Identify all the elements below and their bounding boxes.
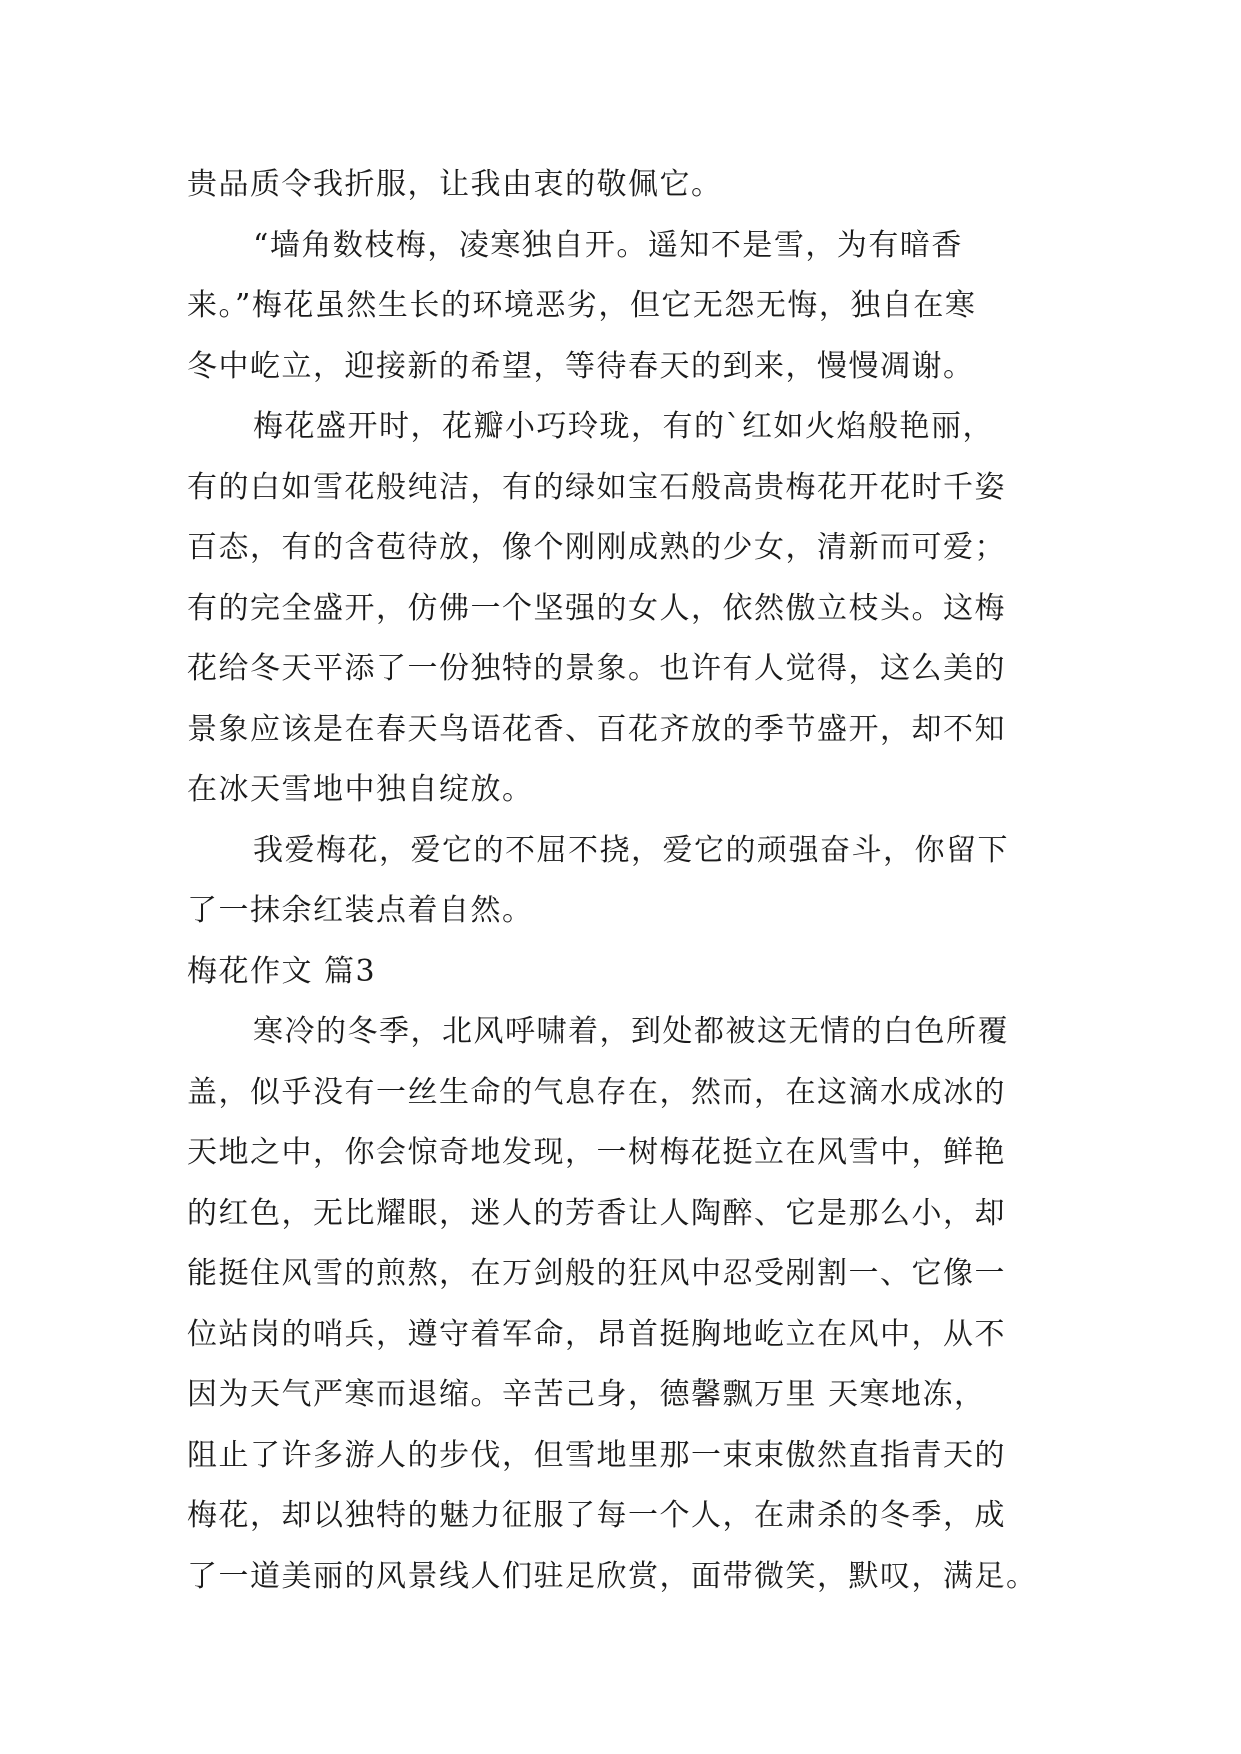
text-line: 盖，似乎没有一丝生命的气息存在，然而，在这滴水成冰的	[187, 1074, 1006, 1110]
text-line: 能挺住风雪的煎熬，在万剑般的狂风中忍受剐割一、它像一	[187, 1256, 1006, 1291]
text-line: “墙角数枝梅，凌寒独自开。遥知不是雪，为有暗香	[253, 227, 963, 263]
text-line: 的红色，无比耀眼，迷人的芳香让人陶醉、它是那么小，却	[187, 1195, 1006, 1231]
text-line: 因为天气严寒而退缩。辛苦己身，德馨飘万里 天寒地冻，	[187, 1377, 986, 1412]
text-line: 了一抹余红装点着自然。	[187, 893, 534, 928]
text-line: 花给冬天平添了一份独特的景象。也许有人觉得，这么美的	[187, 651, 1006, 686]
section-heading: 梅花作文 篇3	[187, 953, 377, 989]
text-line: 冬中屹立，迎接新的希望，等待春天的到来，慢慢凋谢。	[187, 348, 975, 384]
text-line: 来。”梅花虽然生长的环境恶劣，但它无怨无悔，独自在寒	[187, 288, 977, 323]
text-line: 位站岗的哨兵，遵守着军命，昂首挺胸地屹立在风中，从不	[187, 1316, 1006, 1352]
text-line: 贵品质令我折服，让我由衷的敬佩它。	[187, 167, 723, 202]
text-line: 在冰天雪地中独自绽放。	[187, 772, 534, 807]
text-line: 有的完全盛开，仿佛一个坚强的女人，依然傲立枝头。这梅	[187, 590, 1006, 626]
text-line: 我爱梅花，爱它的不屈不挠，爱它的顽强奋斗，你留下	[253, 832, 1009, 868]
text-line: 天地之中，你会惊奇地发现，一树梅花挺立在风雪中，鲜艳	[187, 1135, 1006, 1170]
text-line: 有的白如雪花般纯洁，有的绿如宝石般高贵梅花开花时千姿	[187, 469, 1006, 505]
text-line: 景象应该是在春天鸟语花香、百花齐放的季节盛开，却不知	[187, 711, 1006, 747]
text-line: 寒冷的冬季，北风呼啸着，到处都被这无情的白色所覆	[253, 1014, 1009, 1049]
text-line: 了一道美丽的风景线人们驻足欣赏，面带微笑，默叹，满足。	[187, 1558, 1038, 1594]
document-body	[187, 155, 1067, 1607]
text-line: 梅花盛开时，花瓣小巧玲珑，有的`红如火焰般艳丽，	[253, 409, 994, 444]
text-line: 百态，有的含苞待放，像个刚刚成熟的少女，清新而可爱；	[187, 530, 1006, 565]
text-line: 梅花，却以独特的魅力征服了每一个人，在肃杀的冬季，成	[187, 1498, 1006, 1533]
text-line: 阻止了许多游人的步伐，但雪地里那一束束傲然直指青天的	[187, 1437, 1006, 1473]
